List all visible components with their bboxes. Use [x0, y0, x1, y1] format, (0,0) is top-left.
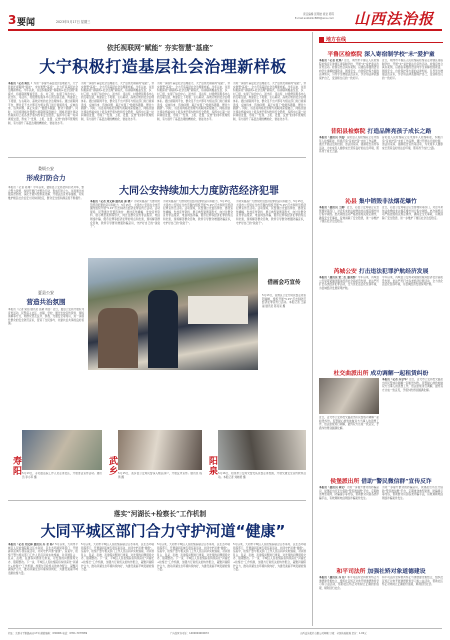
caption-body: 5月13日，晋源区公安分局民警走进晋阳湖畔，组织开展“5·15”打击和防范经济犯罪宣传日活动。本报记者 王丽丽 通讯员 陈亮亮 摄 — [262, 294, 306, 308]
place-label-2: 武乡 — [107, 456, 117, 476]
side-title-2: 沁县 集中销毁非法烟花爆竹 — [345, 199, 417, 205]
item1-kicker: 娄烦公安 — [38, 166, 54, 171]
side-title-6: 和平司法所 加强社矫对象道德建设 — [336, 569, 426, 575]
footer-rule — [8, 628, 442, 629]
footer-middle: 广告经营许可证：1400004000072 — [170, 632, 209, 635]
header-rule — [8, 29, 442, 31]
side-body-5a: 本报讯（通讯员 林宏）为进一步提升群众的防骗意识，侯堡派出所充分借助“警民微信群”平台，定期推送典型案例、防骗提示等内容，帮助群众识别各类诈骗手法，有效遏制电信网络诈骗案件发生。 — [319, 486, 379, 500]
place-label-3: 阳泉 — [207, 456, 217, 476]
bottom-kicker: 落实“河湖长+检察长”工作机制 — [113, 510, 207, 518]
footer-right: 山西法治报社有限公司印刷 订阅：全国各地邮局 定价：1.00元 — [300, 632, 367, 635]
date-line: 2023年5月17日 星期三 — [56, 20, 91, 24]
item2-body: 本报讯（记者 梁茹 通讯员 张敏 刘佳）近日，夏县公安局开展系列宣传活动，民警深入社区、村镇、学校，通过发放宣传资料、现场讲解等方式，向群众普及反诈、禁毒、交通安全等知识，进一步提升群众的安全防范意识，营造了全民参与、共建共治共享的良好氛围。 — [8, 308, 84, 326]
top-body-col3: 为进一步提升基层社会治理能力，大宁县依托视联网“赋能”，夯实智慧“基座”，全力打造基层社会治理新样板。今年以来，该县积极探索“视联网+社会治理”新模式，将视联网覆盖至县、乡、村三级，实现了综治中心、派出所、司法所、村级便民服务中心的互联互通，构建起上下贯通、左右联动、高效运转的社会治理体系。通过视联网平台，群众足不出户即可与相关部门进行视频连线，反映诉求、咨询问题，真正实现了“数据多跑路、群众少跑腿”。同时，该县将网格化管理与视联网深度融合，网格员通过移动终端实时上报各类矛盾纠纷和安全隐患，指挥中心第一时间调度处置，形成了“发现、上报、处置、反馈”的闭环管理机制，有力提升了基层治理的精细化、智能化水平。 — [157, 82, 230, 121]
masthead-logo: 山西法治报 — [354, 10, 435, 28]
caption-title: 借画会巧宣传 — [267, 280, 301, 286]
caption-shouyang: 5月13日，寿阳县法院工作人员走进社区，开展普法宣传活动。通讯员 李小军 摄 — [22, 472, 102, 479]
top-body-col1: 本报讯（记者 陈红 ）为进一步提升基层社会治理能力，大宁县依托视联网“赋能”，夯实智慧“基座”，全力打造基层社会治理新样板。今年以来，该县积极探索“视联网+社会治理”新模式，将视联网覆盖至县、乡、村三级，实现了综治中心、派出所、司法所、村级便民服务中心的互联互通，构建起上下贯通、左右联动、高效运转的社会治理体系。通过视联网平台，群众足不出户即可与相关部门进行视频连线，反映诉求、咨询问题，真正实现了“数据多跑路、群众少跑腿”。同时，该县将网格化管理与视联网深度融合，网格员通过移动终端实时上报各类矛盾纠纷和安全隐患，指挥中心第一时间调度处置，形成了“发现、上报、处置、反馈”的闭环管理机制，有力提升了基层治理的精细化、智能化水平。 — [8, 82, 78, 125]
page-number: 3 — [8, 13, 17, 27]
side-body-0a: 本报讯（记者 杜瑛）近日，朔州市平鲁区人民检察院检察官走进辖区寄宿制学校，开展“未”爱护童法治宣传活动。检察官结合真实案例，以通俗易懂的语言向学生讲解校园欺凌、网络安全、自我保护等方面的法律知识，引导学生增强法治意识，学会用法律武器保护自己，受到师生们的一致好评。 — [319, 59, 379, 80]
top-headline: 大宁积极打造基层社会治理新样板 — [39, 57, 287, 76]
bottom-headline: 大同平城区部门合力守护河道“健康” — [40, 522, 286, 540]
banner-figure — [188, 296, 248, 324]
side-column — [312, 32, 444, 626]
side-section-bar — [319, 36, 443, 43]
top-body-col4: 为进一步提升基层社会治理能力，大宁县依托视联网“赋能”，夯实智慧“基座”，全力打造基层社会治理新样板。今年以来，该县积极探索“视联网+社会治理”新模式，将视联网覆盖至县、乡、村三级，实现了综治中心、派出所、司法所、村级便民服务中心的互联互通，构建起上下贯通、左右联动、高效运转的社会治理体系。通过视联网平台，群众足不出户即可与相关部门进行视频连线，反映诉求、咨询问题，真正实现了“数据多跑路、群众少跑腿”。同时，该县将网格化管理与视联网深度融合，网格员通过移动终端实时上报各类矛盾纠纷和安全隐患，指挥中心第一时间调度处置，形成了“发现、上报、处置、反馈”的闭环管理机制，有力提升了基层治理的精细化、智能化水平。 — [233, 82, 306, 121]
side-body-6a: 本报讯（通讯员 乔 佳）和平司法所坚持教育矫正与道德建设相结合，组织社区矫正对象开展道德教育学习和公益活动，帮助社区矫正对象树立正确的价值观，顺利回归社会。 — [319, 576, 379, 590]
side-title-5: 侯堡派出所 借助“警民微信群”宣传反诈 — [330, 479, 432, 485]
feature-headline: 大同公安持续加大力度防范经济犯罪 — [119, 186, 279, 197]
item2-kicker: 夏县公安 — [38, 290, 54, 295]
photo-shouyang — [22, 430, 102, 470]
bottom-body-col4: 5月以来，大同市平城区人民检察院联合区水务局、区生态环境局等部门，开展御河流域专项巡查活动，共同守护河道“健康”。巡查中，检察干警与相关部门工作人员沿河岸实地察看，对河道乱占、乱采、乱堆、乱建等问题进行排查，对发现的问题现场交办、限期整改。下一步，平城区人民检察院将持续深化“河湖长+检察长”工作机制，加强与行政机关的协作配合，凝聚河湖保护合力，推动河湖生态环境持续向好，为建设美丽平城贡献检察力量。 — [233, 543, 306, 572]
side-title-3: 芮城公安 打击违法犯罪护航经济发展 — [333, 269, 429, 275]
bottom-body-col1: 本报讯（记者 刘文林 通讯员 苏 永 杨）5月以来，大同市平城区人民检察院联合区水务局、区生态环境局等部门，开展御河流域专项巡查活动，共同守护河道“健康”。巡查中，检察干警与相关部门工作人员沿河岸实地察看，对河道乱占、乱采、乱堆、乱建等问题进行排查，对发现的问题现场交办、限期整改。下一步，平城区人民检察院将持续深化“河湖长+检察长”工作机制，加强与行政机关的协作配合，凝聚河湖保护合力，推动河湖生态环境持续向好，为建设美丽平城贡献检察力量。 — [8, 543, 78, 575]
feature-body-col2: 为切实提高广大群众防范经济犯罪的意识和能力，5月15日，大同市公安局在全市范围内组织开展“5·15”打击和防范经济犯罪宣传日活动。活动现场，民警通过设置咨询台、悬挂宣传横幅、发放宣传资料、展示典型案例等形式，向过往群众宣传非法集资、电信网络诈骗、假币犯罪等经济犯罪的特点和危害，现场解答群众咨询，教育引导群众增强防骗意识，守护好自己的“钱袋子”。 — [163, 200, 233, 225]
side-body-2a: 本报讯（通讯员 王刚）近日，沁县公安局联合应急管理局等部门，对近年来依法收缴的非法烟花爆竹进行集中销毁。此次销毁活动严格按照相关规定操作，确保安全无事故，有效消除了安全隐患，进一步维护了辖区社会治安稳定。 — [319, 206, 379, 224]
feature-body-col3: 为切实提高广大群众防范经济犯罪的意识和能力，5月15日，大同市公安局在全市范围内组织开展“5·15”打击和防范经济犯罪宣传日活动。活动现场，民警通过设置咨询台、悬挂宣传横幅、发放宣传资料、展示典型案例等形式，向过往群众宣传非法集资、电信网络诈骗、假币犯罪等经济犯罪的特点和危害，现场解答群众咨询，教育引导群众增强防骗意识，守护好自己的“钱袋子”。 — [236, 200, 306, 225]
feature-body-col1: 本报讯（记者 刘文林 通讯员 郭 晓 ）为切实提高广大群众防范经济犯罪的意识和能力，5月15日，大同市公安局在全市范围内组织开展“5·15”打击和防范经济犯罪宣传日活动。活动现场，民警通过设置咨询台、悬挂宣传横幅、发放宣传资料、展示典型案例等形式，向过往群众宣传非法集资、电信网络诈骗、假币犯罪等经济犯罪的特点和危害，现场解答群众咨询，教育引导群众增强防骗意识，守护好自己的“钱袋子”。 — [90, 200, 160, 229]
item1-body: 本报讯（记者 陈靖）今年以来，娄烦县公安局坚持打防并举，整合警力资源，持续开展打击整治行动，形成打防合力。该局通过加强巡逻防控、深化矛盾纠纷排查化解、开展法治宣传等措施，切实维护辖区社会治安大局持续稳定，群众安全感和满意度不断提升。 — [8, 186, 84, 200]
page-header — [8, 5, 444, 29]
photo-strip — [8, 430, 306, 492]
crowd-figure — [98, 308, 138, 368]
police-figure — [148, 290, 178, 368]
caption-box — [262, 258, 306, 370]
caption-wuxiang: 5月15日，武乡县公安局民警深入辖区商户，开展反诈宣传。通讯员 程 琦 摄 — [118, 472, 202, 479]
side-body-1a: 本报讯（通讯员 李霞）昔阳县人民检察院立足未成年人检察职能，积极打造“昔检护苗”未检工作品牌，通过开展法治进校园、送法进家庭、强制报告宣传等活动，为未成年人健康成长营造良好的法治环境，照亮孩子成长之路。 — [319, 136, 379, 154]
footer-left: 社址：太原市平阳路南巷17号 邮政编码：030006 电话：0351-7073589 — [8, 632, 88, 635]
side-body-1b: 昔阳县人民检察院立足未成年人检察职能，积极打造“昔检护苗”未检工作品牌，通过开展法治进校园、送法进家庭、强制报告宣传等活动，为未成年人健康成长营造良好的法治环境，照亮孩子成长之路。 — [382, 136, 443, 150]
bottom-body-col2: 5月以来，大同市平城区人民检察院联合区水务局、区生态环境局等部门，开展御河流域专项巡查活动，共同守护河道“健康”。巡查中，检察干警与相关部门工作人员沿河岸实地察看，对河道乱占、乱采、乱堆、乱建等问题进行排查，对发现的问题现场交办、限期整改。下一步，平城区人民检察院将持续深化“河湖长+检察长”工作机制，加强与行政机关的协作配合，凝聚河湖保护合力，推动河湖生态环境持续向好，为建设美丽平城贡献检察力量。 — [81, 543, 154, 572]
place-label-1: 寿阳 — [11, 456, 21, 476]
top-kicker: 依托视联网“赋能” 夯实智慧“基座” — [106, 44, 214, 52]
side-body-4b: 近日，古交市公安局杜交曲派出所民警成功调解一起租赁纠纷。民警耐心细致地做双方当事人的思想工作，依法依规进行调解，最终双方达成一致意见，矛盾纠纷得到圆满化解。 — [319, 416, 379, 430]
left-box-1 — [8, 162, 84, 282]
photo-wuxiang — [118, 430, 202, 470]
side-body-6b: 和平司法所坚持教育矫正与道德建设相结合，组织社区矫正对象开展道德教育学习和公益活动，帮助社区矫正对象树立正确的价值观，顺利回归社会。 — [382, 576, 443, 587]
side-section-label: 地方在线 — [326, 37, 347, 43]
side-title-0: 平鲁区检察院 深入寄宿制学校“未”爱护童 — [327, 52, 435, 58]
side-body-5b: 为进一步提升群众的防骗意识，侯堡派出所充分借助“警民微信群”平台，定期推送典型案例、防骗提示等内容，帮助群众识别各类诈骗手法，有效遏制电信网络诈骗案件发生。 — [382, 486, 443, 500]
side-title-4: 杜交曲派出所 成功调解一起租赁纠纷 — [333, 371, 429, 377]
divider-2 — [8, 500, 306, 501]
side-photo-4 — [319, 378, 379, 414]
item1-title: 形成打防合力 — [26, 174, 66, 182]
side-body-3b: 今年以来，芮城县公安局紧紧围绕服务经济社会高质量发展，依法严厉打击各类经济犯罪活动，全力优化法治化营商环境，为县域经济发展保驾护航。 — [382, 276, 443, 287]
side-body-0b: 近日，朔州市平鲁区人民检察院检察官走进辖区寄宿制学校，开展“未”爱护童法治宣传活动。检察官结合真实案例，以通俗易懂的语言向学生讲解校园欺凌、网络安全、自我保护等方面的法律知识，引导学生增强法治意识，学会用法律武器保护自己，受到师生们的一致好评。 — [382, 59, 443, 80]
caption-yangquan: 5月16日，阳泉市公安局交警支队民警走进校园，开展交通安全宣传教育活动。本报记者 刘晓毅 摄 — [218, 472, 306, 479]
side-body-3a: 本报讯（通讯员 张二红 谢永胜）今年以来，芮城县公安局紧紧围绕服务经济社会高质量发展，依法严厉打击各类经济犯罪活动，全力优化法治化营商环境，为县域经济发展保驾护航。 — [319, 276, 379, 290]
side-section-icon — [319, 37, 324, 42]
item2-title: 营造共治氛围 — [26, 298, 66, 306]
left-box-2 — [8, 284, 84, 424]
photo-yangquan — [218, 430, 306, 470]
bottom-body-col3: 5月以来，大同市平城区人民检察院联合区水务局、区生态环境局等部门，开展御河流域专项巡查活动，共同守护河道“健康”。巡查中，检察干警与相关部门工作人员沿河岸实地察看，对河道乱占、乱采、乱堆、乱建等问题进行排查，对发现的问题现场交办、限期整改。下一步，平城区人民检察院将持续深化“河湖长+检察长”工作机制，加强与行政机关的协作配合，凝聚河湖保护合力，推动河湖生态环境持续向好，为建设美丽平城贡献检察力量。 — [157, 543, 230, 572]
top-body-col2: 为进一步提升基层社会治理能力，大宁县依托视联网“赋能”，夯实智慧“基座”，全力打造基层社会治理新样板。今年以来，该县积极探索“视联网+社会治理”新模式，将视联网覆盖至县、乡、村三级，实现了综治中心、派出所、司法所、村级便民服务中心的互联互通，构建起上下贯通、左右联动、高效运转的社会治理体系。通过视联网平台，群众足不出户即可与相关部门进行视频连线，反映诉求、咨询问题，真正实现了“数据多跑路、群众少跑腿”。同时，该县将网格化管理与视联网深度融合，网格员通过移动终端实时上报各类矛盾纠纷和安全隐患，指挥中心第一时间调度处置，形成了“发现、上报、处置、反馈”的闭环管理机制，有力提升了基层治理的精细化、智能化水平。 — [81, 82, 154, 121]
section-title: 要闻 — [17, 18, 36, 28]
editor-line: 责任编辑 张明皓 视觉 郭琛 — [302, 13, 334, 16]
divider — [8, 157, 306, 158]
side-body-2b: 近日，沁县公安局联合应急管理局等部门，对近年来依法收缴的非法烟花爆竹进行集中销毁。此次销毁活动严格按照相关规定操作，确保安全无事故，有效消除了安全隐患，进一步维护了辖区社会治安稳定。 — [382, 206, 443, 220]
email-line: E-mail:sxzbzlkc888@sina.com — [294, 17, 334, 20]
side-body-4a: 本报讯（记者 乔金华）近日，古交市公安局杜交曲派出所民警成功调解一起租赁纠纷。民警耐心细致地做双方当事人的思想工作，依法依规进行调解，最终双方达成一致意见，矛盾纠纷得到圆满化解。 — [382, 378, 443, 392]
feature-photo — [88, 258, 258, 370]
side-title-1: 昔阳县检察院 打造品牌亮孩子成长之路 — [330, 129, 432, 135]
